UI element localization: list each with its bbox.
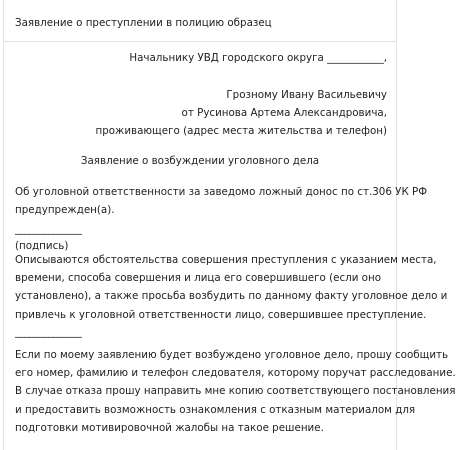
sender-residence: проживающего (адрес места жительства и телефон)	[95, 125, 387, 137]
signature-label: (подпись)	[15, 240, 69, 252]
circumstances-line: Описываются обстоятельства совершения преступления с указанием места,	[15, 254, 437, 266]
signature-line-1: ______________	[15, 223, 82, 235]
request-line: его номер, фамилию и телефон следователя, которому поручат расследование.	[15, 367, 456, 380]
document-page	[3, 0, 456, 450]
request-line: подготовки мотивировочной жалобы на такое решение.	[15, 421, 324, 434]
circumstances-line: установлено), а также просьба возбудить по данному факту уголовное дело и	[15, 290, 448, 303]
addressee-line: Начальнику УВД городского округа ___________,	[129, 52, 387, 64]
warning-paragraph	[15, 183, 428, 219]
title-divider	[4, 41, 396, 42]
circumstances-line: привлечь к уголовной ответственности лицо, совершившее преступление.	[15, 308, 427, 321]
signature-line-2: ______________	[15, 326, 82, 338]
warning-line: Об уголовной ответственности за заведомо ложный донос по ст.306 УК РФ	[15, 186, 428, 198]
statement-heading: Заявление о возбуждении уголовного дела	[80, 155, 320, 167]
request-line: Если по моему заявлению будет возбуждено уголовное дело, прошу сообщить	[15, 349, 449, 361]
addressee-name: Грозному Ивану Васильевичу	[226, 89, 387, 101]
document-title: Заявление о преступлении в полицию образец	[15, 17, 272, 29]
circumstances-line: времени, способа совершения и лица его совершившего (если оно	[15, 272, 382, 285]
request-line: и предоставить возможность ознакомления с отказным материалом для	[15, 403, 416, 416]
request-line: В случае отказа прошу направить мне копию соответствующего постановления	[15, 385, 456, 398]
sender-name: от Русинова Артема Александровича,	[181, 107, 387, 119]
warning-line: предупрежден(а).	[15, 204, 115, 217]
circumstances-paragraph	[15, 251, 448, 324]
request-paragraph	[15, 346, 456, 437]
